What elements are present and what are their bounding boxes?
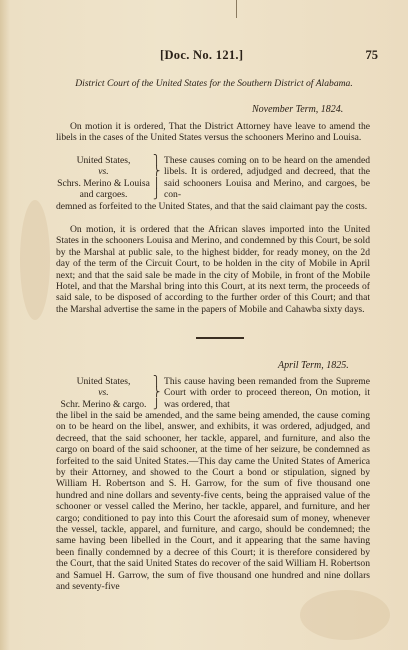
paragraph: On motion, it is ordered that the African slaves imported into the United States in the schooners Louisa and Merino, and condemned by this Court, be sold by the Marshal at public sale, to the highest bidder, for ready money, on the 2d day of the term of the Circuit Court, to be holden in the city of Mobile in April next; and that the said sale be made in the city of Mobile, in front of the Mobile Hotel, and that the Marshal bring into this Court, at its next term, the proceeds of said sale, to be disposed of according to the further order of this Court; and that the Marshal advertise the same in the papers of Mobile and Cahawba sixty days. [56,224,370,315]
binding-mark [236,0,237,18]
case-parties [56,155,151,201]
paper-stain [20,200,50,320]
page-header [60,48,378,64]
case-party-defendant: Schrs. Merino & Louisa [57,177,150,189]
case-versus: vs. [98,166,109,178]
term-heading: November Term, 1824. [252,104,344,115]
case-versus: vs. [98,387,109,399]
case-party-defendant: Schr. Merino & cargo. [60,398,147,410]
case-caption-block [56,376,370,411]
case-party-plaintiff: United States, [76,155,131,166]
case-parties [56,376,151,410]
court-caption: District Court of the United States for the Southern District of Alabama. [75,78,353,89]
section-divider [196,337,244,339]
case-party-defendant-cont: and cargoes. [79,189,128,201]
case-caption-block [56,155,370,201]
term-heading: April Term, 1825. [278,360,349,371]
case-summary: These causes coming on to be heard on the amended libels. It is ordered, adjudged and decreed, that the said schooners Louisa and Merino, and cargoes, be con- [164,155,370,201]
paragraph: On motion it is ordered, That the District Attorney have leave to amend the libels in the cases of the United States versus the schooners Merino and Louisa. [56,121,370,144]
paragraph: the libel in the said be amended, and the same being amended, the cause coming on to be heard on the libel, answer, and exhibits, it was ordered, adjudged, and decreed, that the said schooner, her tackle, apparel, and furniture, and also the cargo on board of the said schooner, at the time of her seizure, be condemned as forfeited to the said United States.—This day came the United States of America by their Attorney, and showed to the Court a bond or stipulation, signed by William H. Robertson and S. H. Garrow, for the sum of five thousand one hundred and nine dollars and seventy-five cents, being the appraised value of the schooner or vessel called the Merino, her tackle, apparel, and furniture, and her cargo; conditioned to pay into this Court the aforesaid sum of money, whenever the vessel, tackle, apparel, and furniture, and cargo, should be condemned; the same having been libelled in the Court, and it appearing that the same having been finally condemned by a decree of this Court; it is therefore considered by the Court, that the said United States do recover of the said William H. Robertson and Samuel H. Garrow, the sum of five thousand one hundred and nine dollars and seventy-five [56,410,370,593]
paper-stain [300,590,390,640]
case-party-plaintiff: United States, [76,376,131,387]
document-number: [Doc. No. 121.] [160,48,244,62]
page-number: 75 [365,48,378,62]
case-summary: This cause having been remanded from the Supreme Court with order to proceed thereon, On motion, it was ordered, that [164,376,370,410]
paragraph: demned as forfeited to the United States, and that the said claimant pay the costs. [56,201,368,212]
case-brace: ⎫ ⎬ ⎭ [153,376,161,410]
case-brace: ⎫ ⎬ ⎪ ⎭ [153,155,161,201]
